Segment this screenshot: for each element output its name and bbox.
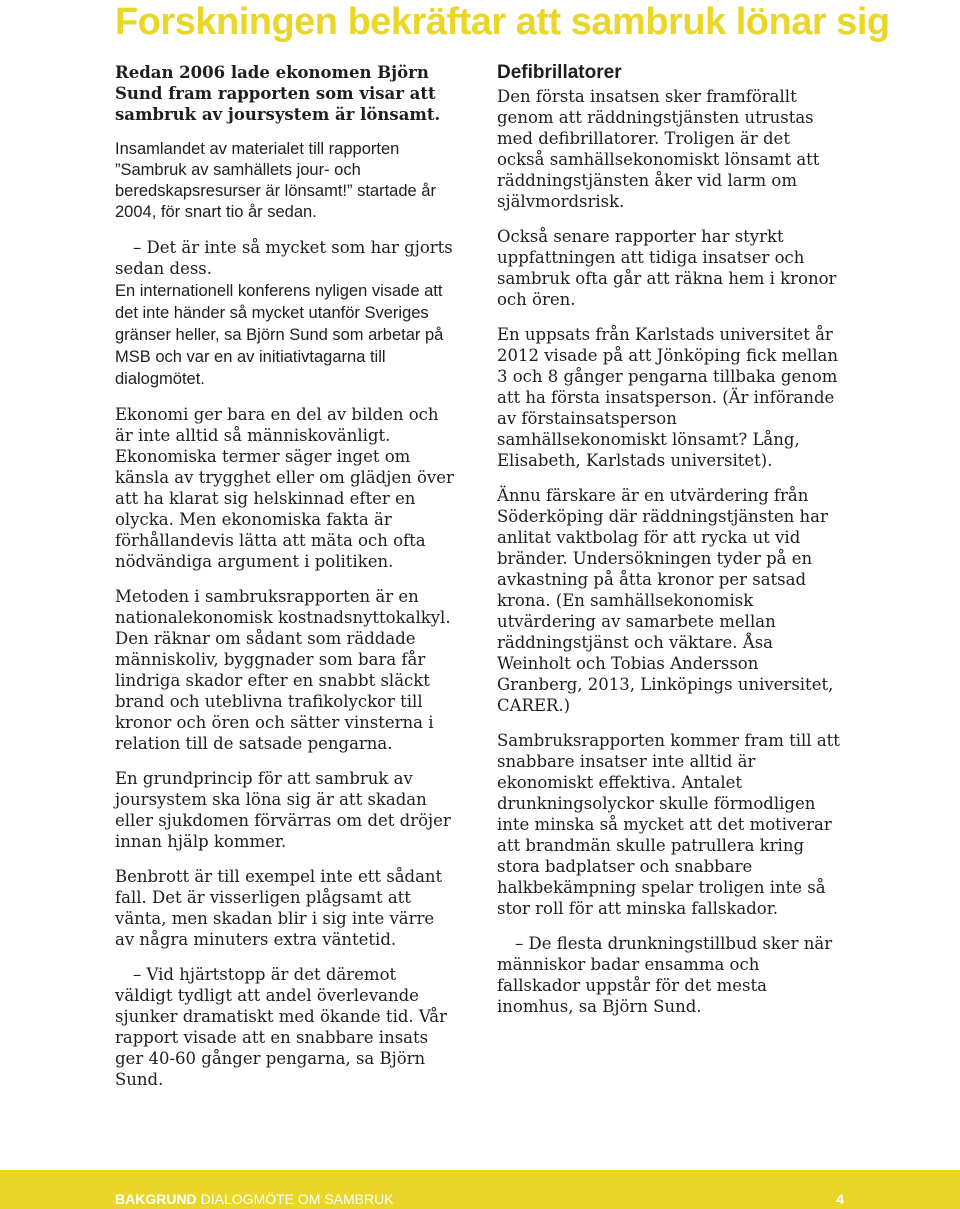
paragraph: En grundprincip för att sambruk av joursystem ska löna sig är att skadan eller sjukdomen förvärras om det dröjer innan hjälp kommer. bbox=[115, 769, 451, 851]
paragraph: Den första insatsen sker framförallt genom att räddningstjänsten utrustas med defibrillatorer. Troligen är det också samhällsekonomiskt lönsamt att räddningstjänsten åker vid larm om självmordsrisk. bbox=[497, 87, 820, 211]
paragraph: En uppsats från Karlstads universitet år 2012 visade på att Jönköping fick mellan 3 och 8 gånger pengarna tillbaka genom att ha första insatsperson. (Är införande av förstainsatsperson samhällsekonomiskt lönsamt? Lång, Elisabeth, Karlstads universitet). bbox=[497, 325, 838, 470]
paragraph-text: En internationell konferens nyligen visade att det inte händer så mycket utanför Sveriges gränser heller, sa Björn Sund som arbetar på MSB och var en av initiativtagarna till dialogmötet. bbox=[115, 282, 444, 388]
page-title: Forskningen bekräftar att sambruk lönar sig bbox=[115, 1, 890, 43]
footer-bar bbox=[0, 1170, 960, 1209]
quote-paragraph: – Vid hjärtstopp är det däremot väldigt tydligt att andel överlevande sjunker dramatiskt med ökande tid. Vår rapport visade att en snabbare insats ger 40-60 gånger pengarna, sa Björn Sund. bbox=[115, 965, 448, 1089]
paragraph: Ekonomi ger bara en del av bilden och är inte alltid så människovänligt. Ekonomiska termer säger inget om känsla av trygghet eller om glädjen över att ha klarat sig helskinnad efter en olycka. Men ekonomiska fakta är förhållandevis lätta att mäta och ofta nödvändiga argument i politiken. bbox=[115, 405, 454, 571]
footer-section: BAKGRUND bbox=[115, 1191, 197, 1207]
subheading: Defibrillatorer bbox=[497, 62, 622, 83]
paragraph: Metoden i sambruksrapporten är en nationalekonomisk kostnadsnyttokalkyl. Den räknar om sådant som räddade människoliv, byggnader som bara får lindriga skador efter en snabbt släckt brand och uteblivna trafikolyckor till kronor och ören och sätter vinsterna i relation till de satsade pengarna. bbox=[115, 587, 451, 753]
lead-paragraph: Redan 2006 lade ekonomen Björn Sund fram rapporten som visar att sambruk av joursystem är lönsamt. bbox=[115, 63, 441, 124]
paragraph: Ännu färskare är en utvärdering från Söderköping där räddningstjänsten har anlitat vaktbolag för att rycka ut vid bränder. Undersökningen tyder på en avkastning på åtta kronor per satsad krona. (En samhällsekonomisk utvärdering av samarbete mellan räddningstjänst och väktare. Åsa Weinholt och Tobias Andersson Granberg, 2013, Linköpings universitet, CARER.) bbox=[497, 486, 834, 715]
page-number: 4 bbox=[836, 1191, 844, 1207]
footer-label bbox=[115, 1190, 394, 1208]
paragraph: Sambruksrapporten kommer fram till att snabbare insatser inte alltid är ekonomiskt effektiva. Antalet drunkningsolyckor skulle förmodligen inte minska så mycket att det motiverar att brandmän skulle patrullera kring stora badplatser och snabbare halkbekämpning spelar troligen inte så stor roll för att minska fallskador. bbox=[497, 731, 840, 918]
paragraph: Insamlandet av materialet till rapporten ”Sambruk av samhällets jour- och beredskapsresurser är lönsamt!” startade år 2004, för snart tio år sedan. bbox=[115, 140, 436, 221]
paragraph: Benbrott är till exempel inte ett sådant fall. Det är visserligen plågsamt att vänta, men skadan blir i sig inte värre av några minuters extra väntetid. bbox=[115, 867, 443, 949]
quote-paragraph: – De flesta drunkningstillbud sker när människor badar ensamma och fallskador uppstår för det mesta inomhus, sa Björn Sund. bbox=[497, 934, 833, 1016]
left-column bbox=[115, 62, 457, 1104]
quote-text: – Det är inte så mycket som har gjorts sedan dess. bbox=[115, 238, 453, 278]
footer-subtitle: DIALOGMÖTE OM SAMBRUK bbox=[200, 1191, 394, 1207]
right-column bbox=[497, 62, 842, 1031]
paragraph: Också senare rapporter har styrkt uppfattningen att tidiga insatser och sambruk ofta går att räkna hem i kronor och ören. bbox=[497, 227, 837, 309]
paragraph bbox=[115, 237, 457, 390]
